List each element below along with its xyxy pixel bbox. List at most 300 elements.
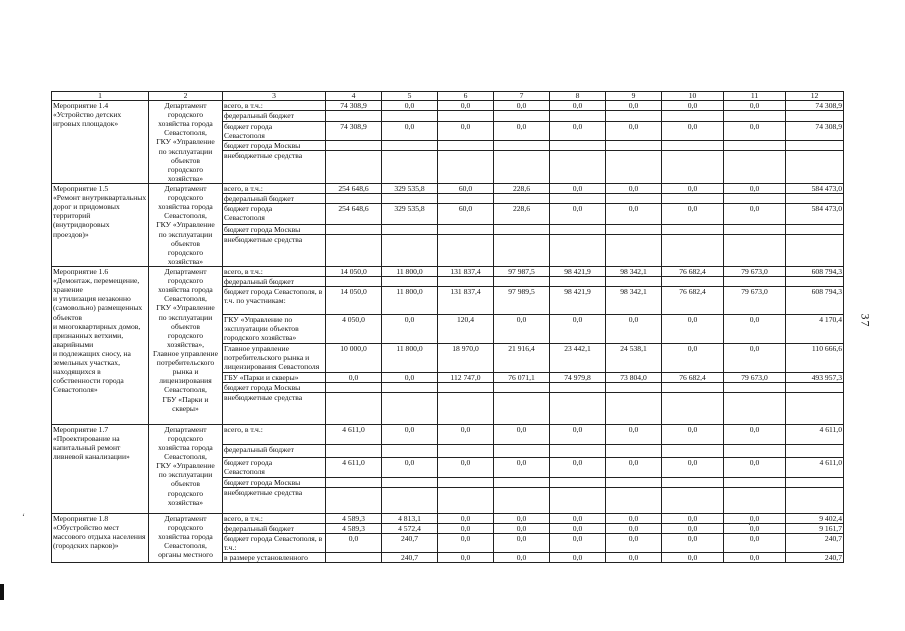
amount-cell: 14 050,0 xyxy=(326,287,382,315)
amount-cell xyxy=(494,151,550,184)
amount-cell: 131 837,4 xyxy=(438,287,494,315)
measure-name-cell: Мероприятие 1.5 «Ремонт внутриквартальных дорог и придомовых территорий (внутридворовых проездов)» xyxy=(52,183,149,266)
amount-cell: 76 682,4 xyxy=(662,287,724,315)
amount-cell: 18 970,0 xyxy=(438,343,494,372)
amount-cell xyxy=(606,194,662,204)
amount-cell: 14 050,0 xyxy=(326,266,382,276)
executor-cell: Департамент городского хозяйства города Севастополя, ГКУ «Управление по эксплуатации объектов городского хозяйства» xyxy=(149,101,223,184)
amount-cell xyxy=(438,151,494,184)
amount-cell: 0,0 xyxy=(438,523,494,533)
amount-cell xyxy=(662,234,724,266)
amount-cell: 240,7 xyxy=(786,553,844,563)
amount-cell xyxy=(326,477,382,487)
funding-source-cell: всего, в т.ч.: xyxy=(223,424,326,444)
amount-cell xyxy=(382,224,438,234)
amount-cell xyxy=(606,487,662,513)
amount-cell xyxy=(438,382,494,392)
amount-cell: 254 648,6 xyxy=(326,183,382,193)
amount-cell: 0,0 xyxy=(606,315,662,343)
executor-cell: Департамент городского хозяйства города Севастополя, ГКУ «Управление по эксплуатации объектов городского хозяйства» xyxy=(149,424,223,513)
column-header: 6 xyxy=(438,92,494,101)
amount-cell xyxy=(438,224,494,234)
amount-cell: 0,0 xyxy=(662,523,724,533)
amount-cell xyxy=(606,382,662,392)
amount-cell: 0,0 xyxy=(494,101,550,111)
amount-cell xyxy=(724,224,786,234)
amount-cell: 0,0 xyxy=(550,204,606,224)
amount-cell: 4 611,0 xyxy=(326,424,382,444)
amount-cell xyxy=(494,234,550,266)
amount-cell xyxy=(494,487,550,513)
amount-cell xyxy=(550,111,606,121)
amount-cell: 0,0 xyxy=(550,513,606,523)
amount-cell: 0,0 xyxy=(662,101,724,111)
amount-cell xyxy=(786,382,844,392)
amount-cell: 0,0 xyxy=(724,101,786,111)
column-header: 8 xyxy=(550,92,606,101)
amount-cell xyxy=(724,234,786,266)
amount-cell xyxy=(662,141,724,151)
amount-cell xyxy=(326,444,382,457)
amount-cell: 97 987,5 xyxy=(494,266,550,276)
amount-cell xyxy=(326,392,382,424)
funding-source-cell: всего, в т.ч.: xyxy=(223,101,326,111)
column-header: 10 xyxy=(662,92,724,101)
amount-cell: 0,0 xyxy=(326,372,382,382)
amount-cell xyxy=(438,141,494,151)
amount-cell: 98 421,9 xyxy=(550,287,606,315)
amount-cell xyxy=(326,151,382,184)
amount-cell xyxy=(382,277,438,287)
amount-cell: 0,0 xyxy=(550,424,606,444)
amount-cell xyxy=(662,444,724,457)
amount-cell: 0,0 xyxy=(494,534,550,553)
amount-cell: 0,0 xyxy=(662,121,724,141)
amount-cell: 0,0 xyxy=(382,372,438,382)
amount-cell: 0,0 xyxy=(438,101,494,111)
amount-cell xyxy=(494,111,550,121)
amount-cell xyxy=(662,224,724,234)
funding-source-cell: Главное управление потребительского рынка и лицензирования Севастополя xyxy=(223,343,326,372)
amount-cell xyxy=(786,151,844,184)
amount-cell: 0,0 xyxy=(550,457,606,477)
amount-cell xyxy=(786,111,844,121)
amount-cell: 4 572,4 xyxy=(382,523,438,533)
column-header: 11 xyxy=(724,92,786,101)
funding-source-cell: бюджет города Москвы xyxy=(223,224,326,234)
amount-cell: 76 682,4 xyxy=(662,372,724,382)
amount-cell xyxy=(438,392,494,424)
amount-cell: 0,0 xyxy=(724,315,786,343)
amount-cell: 0,0 xyxy=(724,553,786,563)
amount-cell xyxy=(662,194,724,204)
amount-cell xyxy=(662,382,724,392)
amount-cell xyxy=(606,477,662,487)
amount-cell xyxy=(786,392,844,424)
amount-cell xyxy=(438,487,494,513)
amount-cell xyxy=(606,224,662,234)
amount-cell xyxy=(438,444,494,457)
amount-cell: 0,0 xyxy=(550,534,606,553)
amount-cell xyxy=(550,392,606,424)
amount-cell: 0,0 xyxy=(438,534,494,553)
amount-cell xyxy=(438,477,494,487)
amount-cell xyxy=(326,487,382,513)
amount-cell xyxy=(550,224,606,234)
amount-cell xyxy=(382,141,438,151)
amount-cell xyxy=(662,111,724,121)
amount-cell xyxy=(786,477,844,487)
funding-source-cell: ГБУ «Парки и скверы» xyxy=(223,372,326,382)
amount-cell: 4 589,3 xyxy=(326,523,382,533)
amount-cell: 79 673,0 xyxy=(724,266,786,276)
amount-cell xyxy=(724,487,786,513)
amount-cell: 0,0 xyxy=(662,457,724,477)
amount-cell: 74 308,9 xyxy=(786,101,844,111)
amount-cell: 240,7 xyxy=(786,534,844,553)
amount-cell xyxy=(606,392,662,424)
table-row xyxy=(52,183,844,193)
page-number: 37 xyxy=(858,313,873,328)
amount-cell xyxy=(438,234,494,266)
amount-cell xyxy=(494,477,550,487)
amount-cell: 0,0 xyxy=(606,121,662,141)
measure-name-cell: Мероприятие 1.7 «Проектирование на капитальный ремонт ливневой канализации» xyxy=(52,424,149,513)
table-row xyxy=(52,101,844,111)
amount-cell: 0,0 xyxy=(662,183,724,193)
amount-cell: 24 538,1 xyxy=(606,343,662,372)
amount-cell: 10 000,0 xyxy=(326,343,382,372)
amount-cell: 0,0 xyxy=(494,553,550,563)
funding-source-cell: бюджет города Москвы xyxy=(223,477,326,487)
amount-cell xyxy=(494,194,550,204)
amount-cell: 0,0 xyxy=(438,121,494,141)
amount-cell xyxy=(382,392,438,424)
executor-cell: Департамент городского хозяйства города Севастополя, ГКУ «Управление по эксплуатации объектов городского хозяйства» xyxy=(149,183,223,266)
executor-cell: Департамент городского хозяйства города Севастополя, ГКУ «Управление по эксплуатации объектов городского хозяйства», Главное управление потребительского рынка и лицензирования Севастополя, ГБУ «Парки и скверы» xyxy=(149,266,223,424)
amount-cell: 60,0 xyxy=(438,183,494,193)
funding-source-cell: федеральный бюджет xyxy=(223,111,326,121)
amount-cell xyxy=(382,111,438,121)
amount-cell xyxy=(662,277,724,287)
amount-cell xyxy=(724,194,786,204)
amount-cell xyxy=(326,111,382,121)
amount-cell xyxy=(494,224,550,234)
amount-cell xyxy=(550,151,606,184)
amount-cell: 0,0 xyxy=(382,457,438,477)
amount-cell xyxy=(662,392,724,424)
amount-cell: 0,0 xyxy=(606,534,662,553)
amount-cell: 0,0 xyxy=(606,424,662,444)
funding-source-cell: бюджет города Севастополя xyxy=(223,204,326,224)
amount-cell xyxy=(786,444,844,457)
amount-cell xyxy=(724,277,786,287)
amount-cell xyxy=(550,194,606,204)
amount-cell xyxy=(606,151,662,184)
amount-cell xyxy=(786,277,844,287)
amount-cell: 79 673,0 xyxy=(724,372,786,382)
amount-cell: 98 342,1 xyxy=(606,266,662,276)
amount-cell: 0,0 xyxy=(438,424,494,444)
measure-name-cell: Мероприятие 1.4 «Устройство детских игровых площадок» xyxy=(52,101,149,184)
funding-source-cell: внебюджетные средства xyxy=(223,151,326,184)
table-row xyxy=(52,266,844,276)
budget-table xyxy=(51,91,844,563)
amount-cell: 608 794,3 xyxy=(786,266,844,276)
column-header-row xyxy=(52,92,844,101)
amount-cell xyxy=(724,151,786,184)
amount-cell: 76 071,1 xyxy=(494,372,550,382)
amount-cell: 0,0 xyxy=(382,121,438,141)
amount-cell xyxy=(606,444,662,457)
funding-source-cell: бюджет города Москвы xyxy=(223,141,326,151)
amount-cell xyxy=(550,487,606,513)
funding-source-cell: внебюджетные средства xyxy=(223,392,326,424)
amount-cell: 0,0 xyxy=(550,315,606,343)
amount-cell xyxy=(382,234,438,266)
amount-cell: 11 800,0 xyxy=(382,343,438,372)
amount-cell: 120,4 xyxy=(438,315,494,343)
amount-cell xyxy=(550,477,606,487)
amount-cell: 98 421,9 xyxy=(550,266,606,276)
amount-cell xyxy=(438,111,494,121)
amount-cell: 254 648,6 xyxy=(326,204,382,224)
amount-cell: 9 402,4 xyxy=(786,513,844,523)
amount-cell: 131 837,4 xyxy=(438,266,494,276)
amount-cell: 0,0 xyxy=(606,553,662,563)
amount-cell: 0,0 xyxy=(494,523,550,533)
funding-source-cell: бюджет города Москвы xyxy=(223,382,326,392)
amount-cell xyxy=(724,111,786,121)
amount-cell: 493 957,3 xyxy=(786,372,844,382)
amount-cell: 76 682,4 xyxy=(662,266,724,276)
amount-cell xyxy=(382,151,438,184)
funding-source-cell: бюджет города Севастополя xyxy=(223,457,326,477)
amount-cell: 0,0 xyxy=(606,204,662,224)
amount-cell: 4 170,4 xyxy=(786,315,844,343)
amount-cell xyxy=(382,194,438,204)
column-header: 4 xyxy=(326,92,382,101)
funding-source-cell: федеральный бюджет xyxy=(223,277,326,287)
amount-cell: 74 979,8 xyxy=(550,372,606,382)
amount-cell: 0,0 xyxy=(724,343,786,372)
amount-cell: 0,0 xyxy=(606,183,662,193)
amount-cell xyxy=(326,382,382,392)
amount-cell xyxy=(438,194,494,204)
amount-cell: 0,0 xyxy=(326,534,382,553)
amount-cell: 0,0 xyxy=(662,315,724,343)
amount-cell xyxy=(326,277,382,287)
scan-edge-mark xyxy=(0,584,4,600)
amount-cell: 112 747,0 xyxy=(438,372,494,382)
amount-cell: 329 535,8 xyxy=(382,183,438,193)
amount-cell: 74 308,9 xyxy=(326,101,382,111)
amount-cell: 0,0 xyxy=(438,553,494,563)
amount-cell: 0,0 xyxy=(550,121,606,141)
amount-cell xyxy=(606,277,662,287)
amount-cell: 11 800,0 xyxy=(382,287,438,315)
amount-cell: 584 473,0 xyxy=(786,204,844,224)
column-header: 7 xyxy=(494,92,550,101)
amount-cell: 240,7 xyxy=(382,553,438,563)
column-header: 1 xyxy=(52,92,149,101)
amount-cell xyxy=(662,477,724,487)
amount-cell xyxy=(550,234,606,266)
scan-mark: ‘ xyxy=(748,521,751,531)
measure-name-cell: Мероприятие 1.8 «Обустройство мест массового отдыха населения (городских парков)» xyxy=(52,513,149,563)
funding-source-cell: ГКУ «Управление по эксплуатации объектов городского хозяйства» xyxy=(223,315,326,343)
amount-cell: 0,0 xyxy=(606,101,662,111)
column-header: 12 xyxy=(786,92,844,101)
amount-cell: 21 916,4 xyxy=(494,343,550,372)
amount-cell: 0,0 xyxy=(550,183,606,193)
amount-cell: 0,0 xyxy=(606,513,662,523)
amount-cell xyxy=(606,111,662,121)
amount-cell: 0,0 xyxy=(724,183,786,193)
amount-cell: 0,0 xyxy=(662,204,724,224)
amount-cell xyxy=(326,553,382,563)
amount-cell xyxy=(494,444,550,457)
amount-cell: 0,0 xyxy=(550,553,606,563)
funding-source-cell: всего, в т.ч.: xyxy=(223,513,326,523)
amount-cell: 0,0 xyxy=(494,424,550,444)
funding-source-cell: внебюджетные средства xyxy=(223,487,326,513)
amount-cell: 0,0 xyxy=(662,513,724,523)
amount-cell xyxy=(382,477,438,487)
amount-cell: 0,0 xyxy=(662,343,724,372)
amount-cell xyxy=(326,141,382,151)
funding-source-cell: бюджет города Севастополя xyxy=(223,121,326,141)
amount-cell xyxy=(606,141,662,151)
amount-cell: 110 666,6 xyxy=(786,343,844,372)
funding-source-cell: в размере установленного xyxy=(223,553,326,563)
amount-cell: 0,0 xyxy=(606,457,662,477)
amount-cell xyxy=(438,277,494,287)
amount-cell xyxy=(724,382,786,392)
amount-cell xyxy=(326,224,382,234)
funding-source-cell: всего, в т.ч.: xyxy=(223,183,326,193)
amount-cell xyxy=(494,277,550,287)
amount-cell xyxy=(494,141,550,151)
amount-cell xyxy=(662,151,724,184)
amount-cell: 0,0 xyxy=(724,424,786,444)
amount-cell: 228,6 xyxy=(494,204,550,224)
amount-cell: 0,0 xyxy=(724,457,786,477)
amount-cell: 0,0 xyxy=(662,424,724,444)
amount-cell xyxy=(724,444,786,457)
amount-cell xyxy=(724,392,786,424)
amount-cell xyxy=(550,141,606,151)
amount-cell: 0,0 xyxy=(606,523,662,533)
amount-cell: 0,0 xyxy=(438,513,494,523)
amount-cell: 23 442,1 xyxy=(550,343,606,372)
amount-cell xyxy=(550,382,606,392)
amount-cell xyxy=(662,487,724,513)
amount-cell xyxy=(724,141,786,151)
amount-cell xyxy=(382,382,438,392)
table-row xyxy=(52,513,844,523)
amount-cell xyxy=(494,382,550,392)
amount-cell: 0,0 xyxy=(382,315,438,343)
amount-cell xyxy=(724,477,786,487)
amount-cell: 608 794,3 xyxy=(786,287,844,315)
amount-cell: 0,0 xyxy=(724,513,786,523)
amount-cell: 584 473,0 xyxy=(786,183,844,193)
amount-cell: 4 611,0 xyxy=(326,457,382,477)
table-row xyxy=(52,424,844,444)
amount-cell: 0,0 xyxy=(724,121,786,141)
amount-cell: 0,0 xyxy=(550,523,606,533)
amount-cell: 79 673,0 xyxy=(724,287,786,315)
amount-cell xyxy=(786,224,844,234)
amount-cell: 0,0 xyxy=(494,315,550,343)
amount-cell: 0,0 xyxy=(724,523,786,533)
amount-cell: 74 308,9 xyxy=(786,121,844,141)
amount-cell: 0,0 xyxy=(724,534,786,553)
amount-cell: 0,0 xyxy=(662,534,724,553)
amount-cell xyxy=(786,234,844,266)
amount-cell xyxy=(494,392,550,424)
amount-cell: 0,0 xyxy=(494,513,550,523)
amount-cell: 98 342,1 xyxy=(606,287,662,315)
amount-cell: 11 800,0 xyxy=(382,266,438,276)
funding-source-cell: федеральный бюджет xyxy=(223,194,326,204)
amount-cell: 4 589,3 xyxy=(326,513,382,523)
amount-cell: 0,0 xyxy=(662,553,724,563)
funding-source-cell: бюджет города Севастополя, в т.ч.: xyxy=(223,534,326,553)
amount-cell: 0,0 xyxy=(382,424,438,444)
scan-mark: ‘ xyxy=(22,512,25,522)
funding-source-cell: федеральный бюджет xyxy=(223,444,326,457)
amount-cell: 329 535,8 xyxy=(382,204,438,224)
amount-cell xyxy=(550,277,606,287)
executor-cell: Департамент городского хозяйства города Севастополя, органы местного xyxy=(149,513,223,563)
amount-cell: 9 161,7 xyxy=(786,523,844,533)
amount-cell xyxy=(550,444,606,457)
measure-name-cell: Мероприятие 1.6 «Демонтаж, перемещение, хранение и утилизация незаконно (самовольно) размещенных объектов и многоквартирных домов, признанных ветхими, аварийными и подлежащих сносу, на земельных участках, находящихся в собственности города Севастополя» xyxy=(52,266,149,424)
amount-cell: 0,0 xyxy=(438,457,494,477)
amount-cell xyxy=(382,487,438,513)
column-header: 9 xyxy=(606,92,662,101)
amount-cell: 4 611,0 xyxy=(786,424,844,444)
amount-cell: 4 813,1 xyxy=(382,513,438,523)
amount-cell: 240,7 xyxy=(382,534,438,553)
column-header: 3 xyxy=(223,92,326,101)
amount-cell: 97 989,5 xyxy=(494,287,550,315)
column-header: 5 xyxy=(382,92,438,101)
amount-cell: 228,6 xyxy=(494,183,550,193)
amount-cell xyxy=(606,234,662,266)
amount-cell: 4 611,0 xyxy=(786,457,844,477)
amount-cell: 73 804,0 xyxy=(606,372,662,382)
amount-cell: 0,0 xyxy=(724,204,786,224)
funding-source-cell: бюджет города Севастополя, в т.ч. по участникам: xyxy=(223,287,326,315)
amount-cell: 74 308,9 xyxy=(326,121,382,141)
amount-cell xyxy=(382,444,438,457)
amount-cell xyxy=(786,141,844,151)
amount-cell xyxy=(786,487,844,513)
column-header: 2 xyxy=(149,92,223,101)
amount-cell: 0,0 xyxy=(382,101,438,111)
funding-source-cell: федеральный бюджет xyxy=(223,523,326,533)
amount-cell: 4 050,0 xyxy=(326,315,382,343)
amount-cell xyxy=(786,194,844,204)
amount-cell: 0,0 xyxy=(494,457,550,477)
amount-cell xyxy=(326,234,382,266)
amount-cell: 0,0 xyxy=(550,101,606,111)
amount-cell xyxy=(326,194,382,204)
amount-cell: 60,0 xyxy=(438,204,494,224)
